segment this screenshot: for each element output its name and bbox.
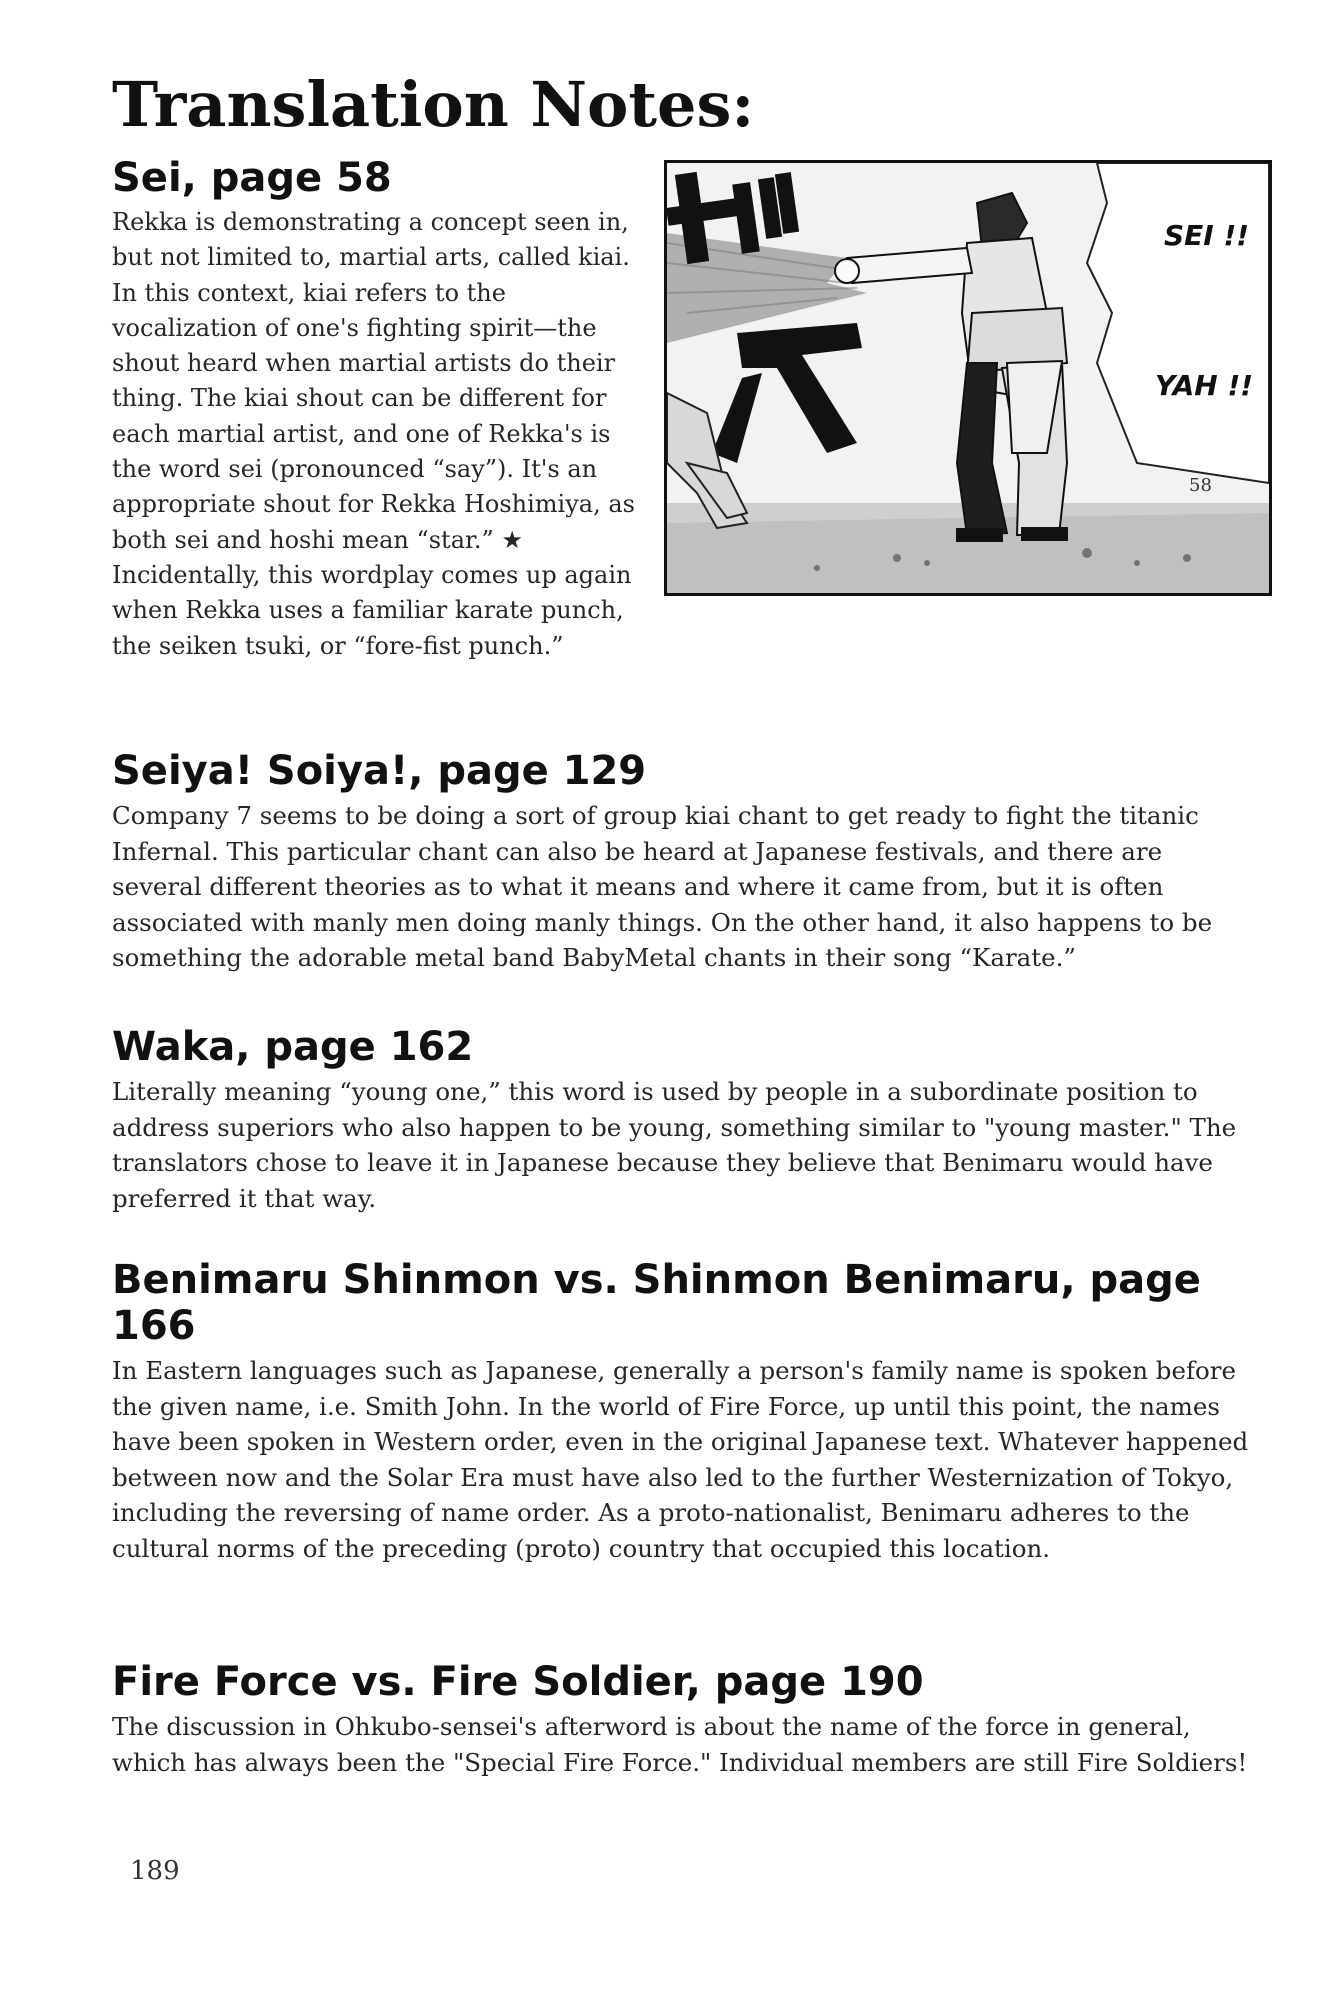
note-waka [112, 1024, 1252, 1216]
note-sei [112, 155, 652, 664]
speech-bubble-text-top: SEI !! [1164, 219, 1249, 252]
manga-illustration [667, 163, 1269, 593]
note-body: Literally meaning “young one,” this word is used by people in a subordinate position to address superiors who also happen to be young, something similar to "young master." The translators chose to leave it in Japanese because they believe that Benimaru would have preferred it that way. [112, 1077, 1237, 1213]
note-body: Rekka is demonstrating a concept seen in, but not limited to, martial arts, called kiai. In this context, kiai refers to the vocalization of one's fighting spirit—the shout heard when martial artists do their thing. The kiai shout can be different for each martial artist, and one of Rekka's is the word sei (pronounced “say”). It's an appropriate shout for Rekka Hoshimiya, as both sei and hoshi mean “star.” ★ Incidentally, this wordplay comes up again when Rekka uses a familiar karate punch, the seiken tsuki, or “fore-fist punch.” [112, 208, 635, 660]
page-number: 189 [130, 1856, 180, 1886]
panel-page-number: 58 [1189, 475, 1212, 496]
note-heading: Benimaru Shinmon vs. Shinmon Benimaru, page 166 [112, 1257, 1201, 1349]
note-heading: Waka, page 162 [112, 1024, 474, 1070]
note-heading: Fire Force vs. Fire Soldier, page 190 [112, 1659, 924, 1705]
note-heading: Seiya! Soiya!, page 129 [112, 748, 647, 794]
note-body: In Eastern languages such as Japanese, generally a person's family name is spoken before the given name, i.e. Smith John. In the world of Fire Force, up until this point, the names have been spoken in Western order, even in the original Japanese text. Whatever happened between now and the Solar Era must have also led to the further Westernization of Tokyo, including the reversing of name order. As a proto-nationalist, Benimaru adheres to the cultural norms of the preceding (proto) country that occupied this location. [112, 1356, 1249, 1563]
speech-bubble-text-bottom: YAH !! [1155, 369, 1253, 402]
note-body: Company 7 seems to be doing a sort of group kiai chant to get ready to fight the titanic Infernal. This particular chant can also be heard at Japanese festivals, and there are several different theories as to what it means and where it came from, but it is often associated with manly men doing manly things. On the other hand, it also happens to be something the adorable metal band BabyMetal chants in their song “Karate.” [112, 801, 1213, 972]
note-heading: Sei, page 58 [112, 155, 392, 201]
page-title: Translation Notes: [112, 68, 755, 141]
note-seiya-soiya [112, 748, 1252, 976]
note-benimaru [112, 1257, 1252, 1566]
manga-panel-image [664, 160, 1272, 596]
note-fire-force [112, 1659, 1252, 1780]
note-body: The discussion in Ohkubo-sensei's afterword is about the name of the force in general, which has always been the "Special Fire Force." Individual members are still Fire Soldiers! [112, 1712, 1248, 1777]
